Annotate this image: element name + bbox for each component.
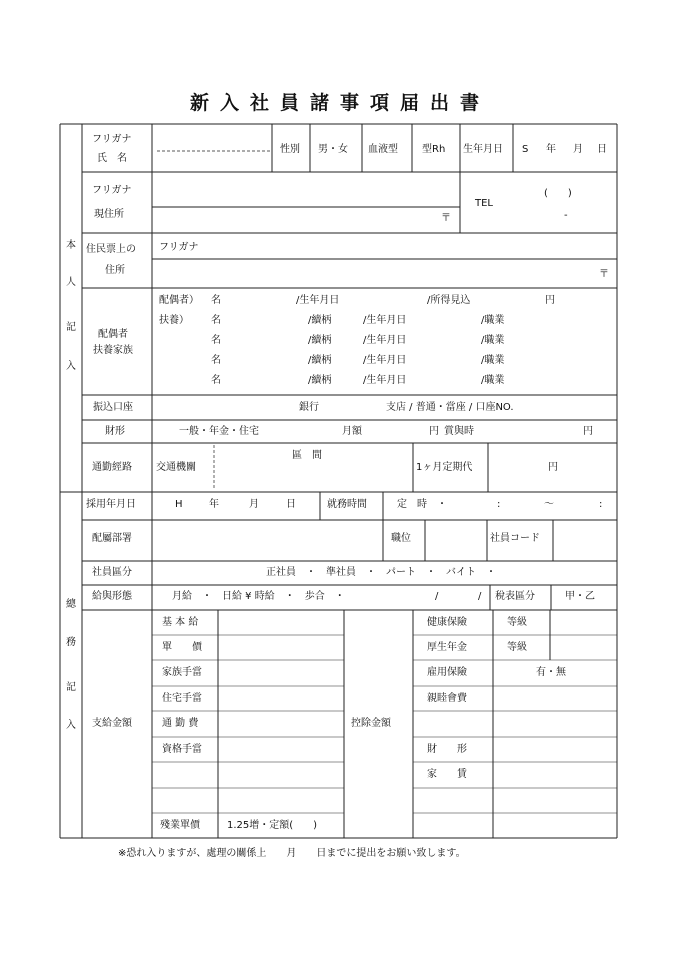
pay-item: 通 勤 費 [162, 718, 199, 729]
bank-name-label: 銀行 [299, 402, 319, 413]
asset-deduction-label: 財 形 [427, 744, 467, 755]
dependents-label: 扶養家族 [93, 345, 133, 356]
tel-area-paren: ( ) [544, 188, 572, 199]
admin-section-char: 入 [66, 720, 76, 731]
overtime-rate-label: 殘業單價 [160, 820, 200, 831]
pay-item: 資格手當 [162, 744, 202, 755]
bank-account-label: 振込口座 [93, 402, 133, 413]
income-yen: 円 [545, 295, 555, 306]
dependent-occupation: /職業 [481, 375, 505, 386]
dependent-relation: /續柄 [308, 375, 332, 386]
asset-bonus-label: 賞與時 [444, 426, 474, 437]
income-label: /所得見込 [427, 295, 471, 306]
dependent-birth: /生年月日 [363, 375, 407, 386]
birth-year-label: 年 [546, 144, 556, 155]
admin-section-char: 總 [66, 599, 76, 610]
gender-options[interactable]: 男・女 [318, 144, 348, 155]
spouse-prefix: 配偶者） [159, 295, 199, 306]
resident-address-label: 住民票上の [86, 244, 136, 255]
pay-amount-label: 支給金額 [92, 718, 132, 729]
personal-section-char: 入 [66, 361, 76, 372]
address-label: 現住所 [94, 209, 124, 220]
dependent-birth: /生年月日 [363, 335, 407, 346]
dependent-name-label: 名 [211, 335, 221, 346]
birth-era: S [522, 144, 529, 155]
dependent-birth: /生年月日 [363, 315, 407, 326]
resident-address-label: 住所 [105, 265, 125, 276]
pay-item: 單 價 [162, 642, 202, 653]
dependent-relation: /續柄 [308, 355, 332, 366]
asset-monthly-yen: 円 [429, 426, 439, 437]
tax-category-label: 稅表區分 [495, 591, 535, 602]
footnote: ※恐れ入りますが、處理の關係上 月 日までに提出をお願い致します。 [118, 848, 466, 859]
asset-formation-label: 財形 [105, 426, 125, 437]
employee-type-label: 社員區分 [92, 567, 132, 578]
pay-form-label: 給與形態 [92, 591, 132, 602]
spouse-label: 配偶者 [98, 329, 128, 340]
dependent-name-label: 名 [211, 315, 221, 326]
transport-label: 交通機關 [156, 462, 196, 473]
resident-furigana: フリガナ [159, 242, 199, 253]
dependent-name-label: 名 [211, 375, 221, 386]
hire-date-label: 採用年月日 [86, 499, 136, 510]
bank-branch-type: 支店 / 普通・當座 / 口座NO. [386, 402, 514, 413]
tel-dash: - [564, 210, 568, 221]
rent-label: 家 賃 [427, 769, 467, 780]
dependent-name-label: 名 [211, 355, 221, 366]
asset-types[interactable]: 一般・年金・住宅 [179, 426, 259, 437]
hire-day-label: 日 [286, 499, 296, 510]
commute-route-label: 通勤經路 [92, 462, 132, 473]
pay-form-slash: / [478, 591, 482, 602]
gender-label: 性別 [280, 144, 300, 155]
name-label: 氏 名 [97, 153, 127, 164]
employment-insurance-label: 雇用保險 [427, 667, 467, 678]
tel-label: TEL [475, 198, 493, 209]
overtime-rate-value: 1.25增・定額( ) [227, 820, 318, 831]
resident-postal-mark: 〒 [599, 269, 609, 280]
admin-section-char: 記 [66, 682, 76, 693]
blood-rh-label: 型Rh [422, 144, 446, 155]
dependent-relation: /續柄 [308, 315, 332, 326]
employee-type-options[interactable]: 正社員 ・ 準社員 ・ パート ・ バイト ・ [266, 567, 496, 578]
social-fee-label: 親睦會費 [427, 693, 467, 704]
document-title: 新入社員諸事項届出書 [189, 92, 490, 114]
pay-form-slash: / [435, 591, 439, 602]
commuter-pass-yen: 円 [548, 462, 558, 473]
position-label: 職位 [391, 533, 411, 544]
start-time-colon: : [497, 499, 501, 510]
asset-monthly-label: 月額 [342, 426, 362, 437]
personal-section-char: 人 [66, 277, 76, 288]
personal-section-char: 記 [66, 322, 76, 333]
address-furigana-label: フリガナ [92, 185, 132, 196]
blood-type-label: 血液型 [368, 144, 398, 155]
admin-section-char: 務 [66, 637, 76, 648]
asset-bonus-yen: 円 [583, 426, 593, 437]
employment-insurance-options[interactable]: 有・無 [536, 667, 566, 678]
personal-section-char: 本 [66, 240, 76, 251]
pay-item: 住宅手當 [162, 693, 202, 704]
pay-item: 基 本 給 [162, 617, 199, 628]
health-insurance-grade: 等級 [507, 617, 527, 628]
deduction-amount-label: 控除金額 [351, 718, 391, 729]
hire-era: H [175, 499, 183, 510]
tax-category-options[interactable]: 甲・乙 [565, 591, 595, 602]
birthdate-label: 生年月日 [463, 144, 503, 155]
dependent-occupation: /職業 [481, 315, 505, 326]
dependent-birth: /生年月日 [363, 355, 407, 366]
pension-grade: 等級 [507, 642, 527, 653]
dependent-occupation: /職業 [481, 355, 505, 366]
work-hours-label: 就務時間 [327, 499, 367, 510]
dependent-relation: /續柄 [308, 335, 332, 346]
dependent-prefix: 扶養） [159, 315, 189, 326]
spouse-name-label: 名 [211, 295, 221, 306]
commute-section-label: 區 間 [292, 450, 322, 461]
health-insurance-label: 健康保險 [427, 617, 467, 628]
department-label: 配屬部署 [92, 533, 132, 544]
hire-year-label: 年 [209, 499, 219, 510]
birth-day-label: 日 [597, 144, 607, 155]
address-postal-mark: 〒 [441, 213, 451, 224]
pension-label: 厚生年金 [427, 642, 467, 653]
name-furigana-label: フリガナ [92, 134, 132, 145]
birth-month-label: 月 [573, 144, 583, 155]
fixed-hours-label: 定 時 ・ [397, 499, 447, 510]
spouse-birth-label: /生年月日 [296, 295, 340, 306]
dependent-occupation: /職業 [481, 335, 505, 346]
end-time-colon: : [599, 499, 603, 510]
hire-month-label: 月 [249, 499, 259, 510]
employee-code-label: 社員コード [490, 533, 540, 544]
pay-form-options[interactable]: 月給 ・ 日給 ¥ 時給 ・ 歩合 ・ [172, 591, 345, 602]
commuter-pass-label: 1ヶ月定期代 [416, 462, 473, 473]
time-range-tilde: ～ [544, 499, 554, 510]
pay-item: 家族手當 [162, 667, 202, 678]
